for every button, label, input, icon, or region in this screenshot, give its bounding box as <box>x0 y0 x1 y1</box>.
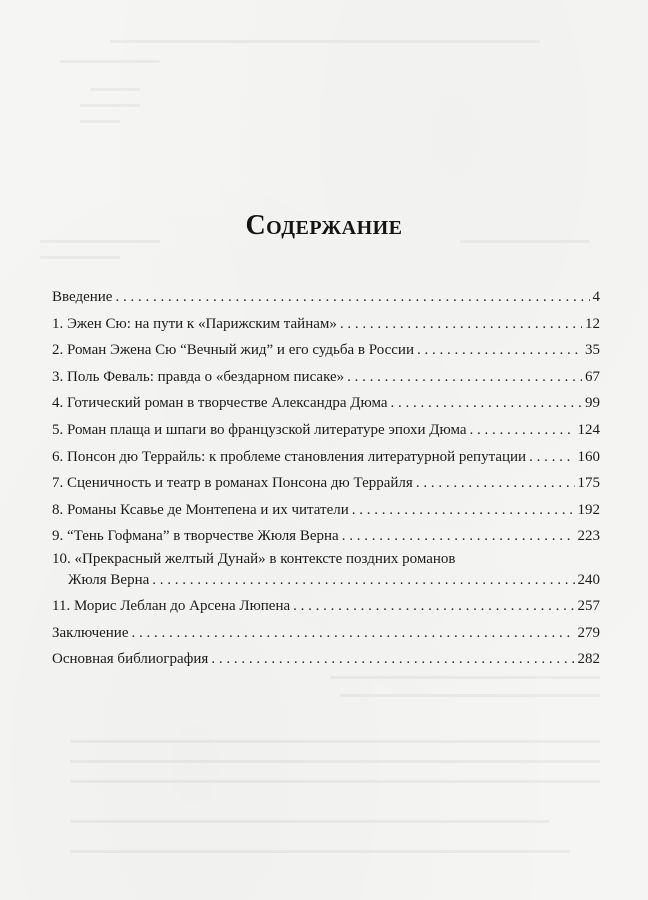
bleed-through-line <box>330 676 600 679</box>
dot-leader <box>416 470 575 497</box>
toc-entry-title: Введение <box>52 289 113 305</box>
toc-page-number: 175 <box>577 475 600 492</box>
page-title: Содержание <box>245 210 403 241</box>
dot-leader <box>347 364 582 391</box>
dot-leader <box>132 620 575 647</box>
toc-entry-title: 5. Роман плаща и шпаги во французской литературе эпохи Дюма <box>52 421 467 438</box>
toc-page-number: 35 <box>585 342 600 359</box>
toc-entry-chapter-9 <box>52 523 600 550</box>
bleed-through-line <box>70 780 600 783</box>
bleed-through-line <box>70 760 600 763</box>
toc-entry-conclusion <box>52 620 600 647</box>
toc-page-number: 124 <box>577 421 600 438</box>
toc-page-number: 257 <box>577 597 600 614</box>
toc-page-number: 4 <box>592 289 600 305</box>
toc-entry-title: 8. Романы Ксавье де Монтепена и их читатели <box>52 501 349 518</box>
table-of-contents <box>52 284 600 673</box>
toc-page-number: 160 <box>577 448 600 465</box>
toc-page-number: 279 <box>577 624 600 641</box>
toc-entry-chapter-11 <box>52 593 600 620</box>
toc-entry-title-continuation: Жюля Верна <box>68 571 150 588</box>
toc-entry-chapter-10 <box>52 550 600 593</box>
toc-page-number: 12 <box>585 315 600 332</box>
toc-entry-chapter-8 <box>52 497 600 524</box>
toc-entry-chapter-5 <box>52 417 600 444</box>
toc-page-number: 223 <box>577 528 600 545</box>
toc-entry-title: 7. Сценичность и театр в романах Понсона дю Террайля <box>52 475 413 492</box>
toc-entry-title: 1. Эжен Сю: на пути к «Парижским тайнам» <box>52 315 337 332</box>
toc-entry-title: 6. Понсон дю Террайль: к проблеме становления литературной репутации <box>52 448 527 465</box>
dot-leader <box>211 646 574 673</box>
bleed-through-line <box>80 104 140 107</box>
toc-entry-title: 3. Поль Феваль: правда о «бездарном писаке» <box>52 368 345 385</box>
toc-page-number: 99 <box>585 395 600 412</box>
toc-entry-chapter-2 <box>52 337 600 364</box>
toc-entry-chapter-4 <box>52 390 600 417</box>
bleed-through-line <box>70 850 570 853</box>
toc-entry-title: Заключение <box>52 624 129 641</box>
toc-page-number: 67 <box>585 368 600 385</box>
bleed-through-line <box>60 60 160 63</box>
dot-leader <box>115 284 589 311</box>
toc-page-number: 192 <box>577 501 600 518</box>
toc-entry-chapter-3 <box>52 364 600 391</box>
bleed-through-line <box>340 694 600 697</box>
dot-leader <box>342 523 575 550</box>
dot-leader <box>470 417 575 444</box>
bleed-through-line <box>70 820 550 823</box>
bleed-through-line <box>110 40 540 43</box>
toc-entry-bibliography <box>52 646 600 673</box>
toc-entry-introduction <box>52 284 600 311</box>
toc-entry-chapter-1 <box>52 311 600 338</box>
dot-leader <box>152 568 574 593</box>
toc-entry-title: Основная библиография <box>52 651 209 668</box>
bleed-through-line <box>90 88 140 91</box>
bleed-through-line <box>80 120 120 123</box>
toc-entry-title: 10. «Прекрасный желтый Дунай» в контексте поздних романов <box>52 550 456 567</box>
toc-page-number: 240 <box>577 571 600 588</box>
toc-entry-chapter-7 <box>52 470 600 497</box>
dot-leader <box>529 444 574 471</box>
bleed-through-line <box>70 740 600 743</box>
dot-leader <box>352 497 575 524</box>
dot-leader <box>340 311 582 338</box>
dot-leader <box>417 337 582 364</box>
toc-entry-title: 2. Роман Эжена Сю “Вечный жид” и его судьба в России <box>52 342 414 359</box>
toc-page-number: 282 <box>577 651 600 668</box>
toc-entry-title: 9. “Тень Гофмана” в творчестве Жюля Верна <box>52 528 339 545</box>
toc-entry-chapter-6 <box>52 444 600 471</box>
toc-entry-title: 11. Морис Леблан до Арсена Люпена <box>52 597 291 614</box>
bleed-through-line <box>40 256 120 259</box>
toc-entry-title: 4. Готический роман в творчестве Александра Дюма <box>52 395 388 412</box>
dot-leader <box>391 390 582 417</box>
dot-leader <box>293 593 574 620</box>
